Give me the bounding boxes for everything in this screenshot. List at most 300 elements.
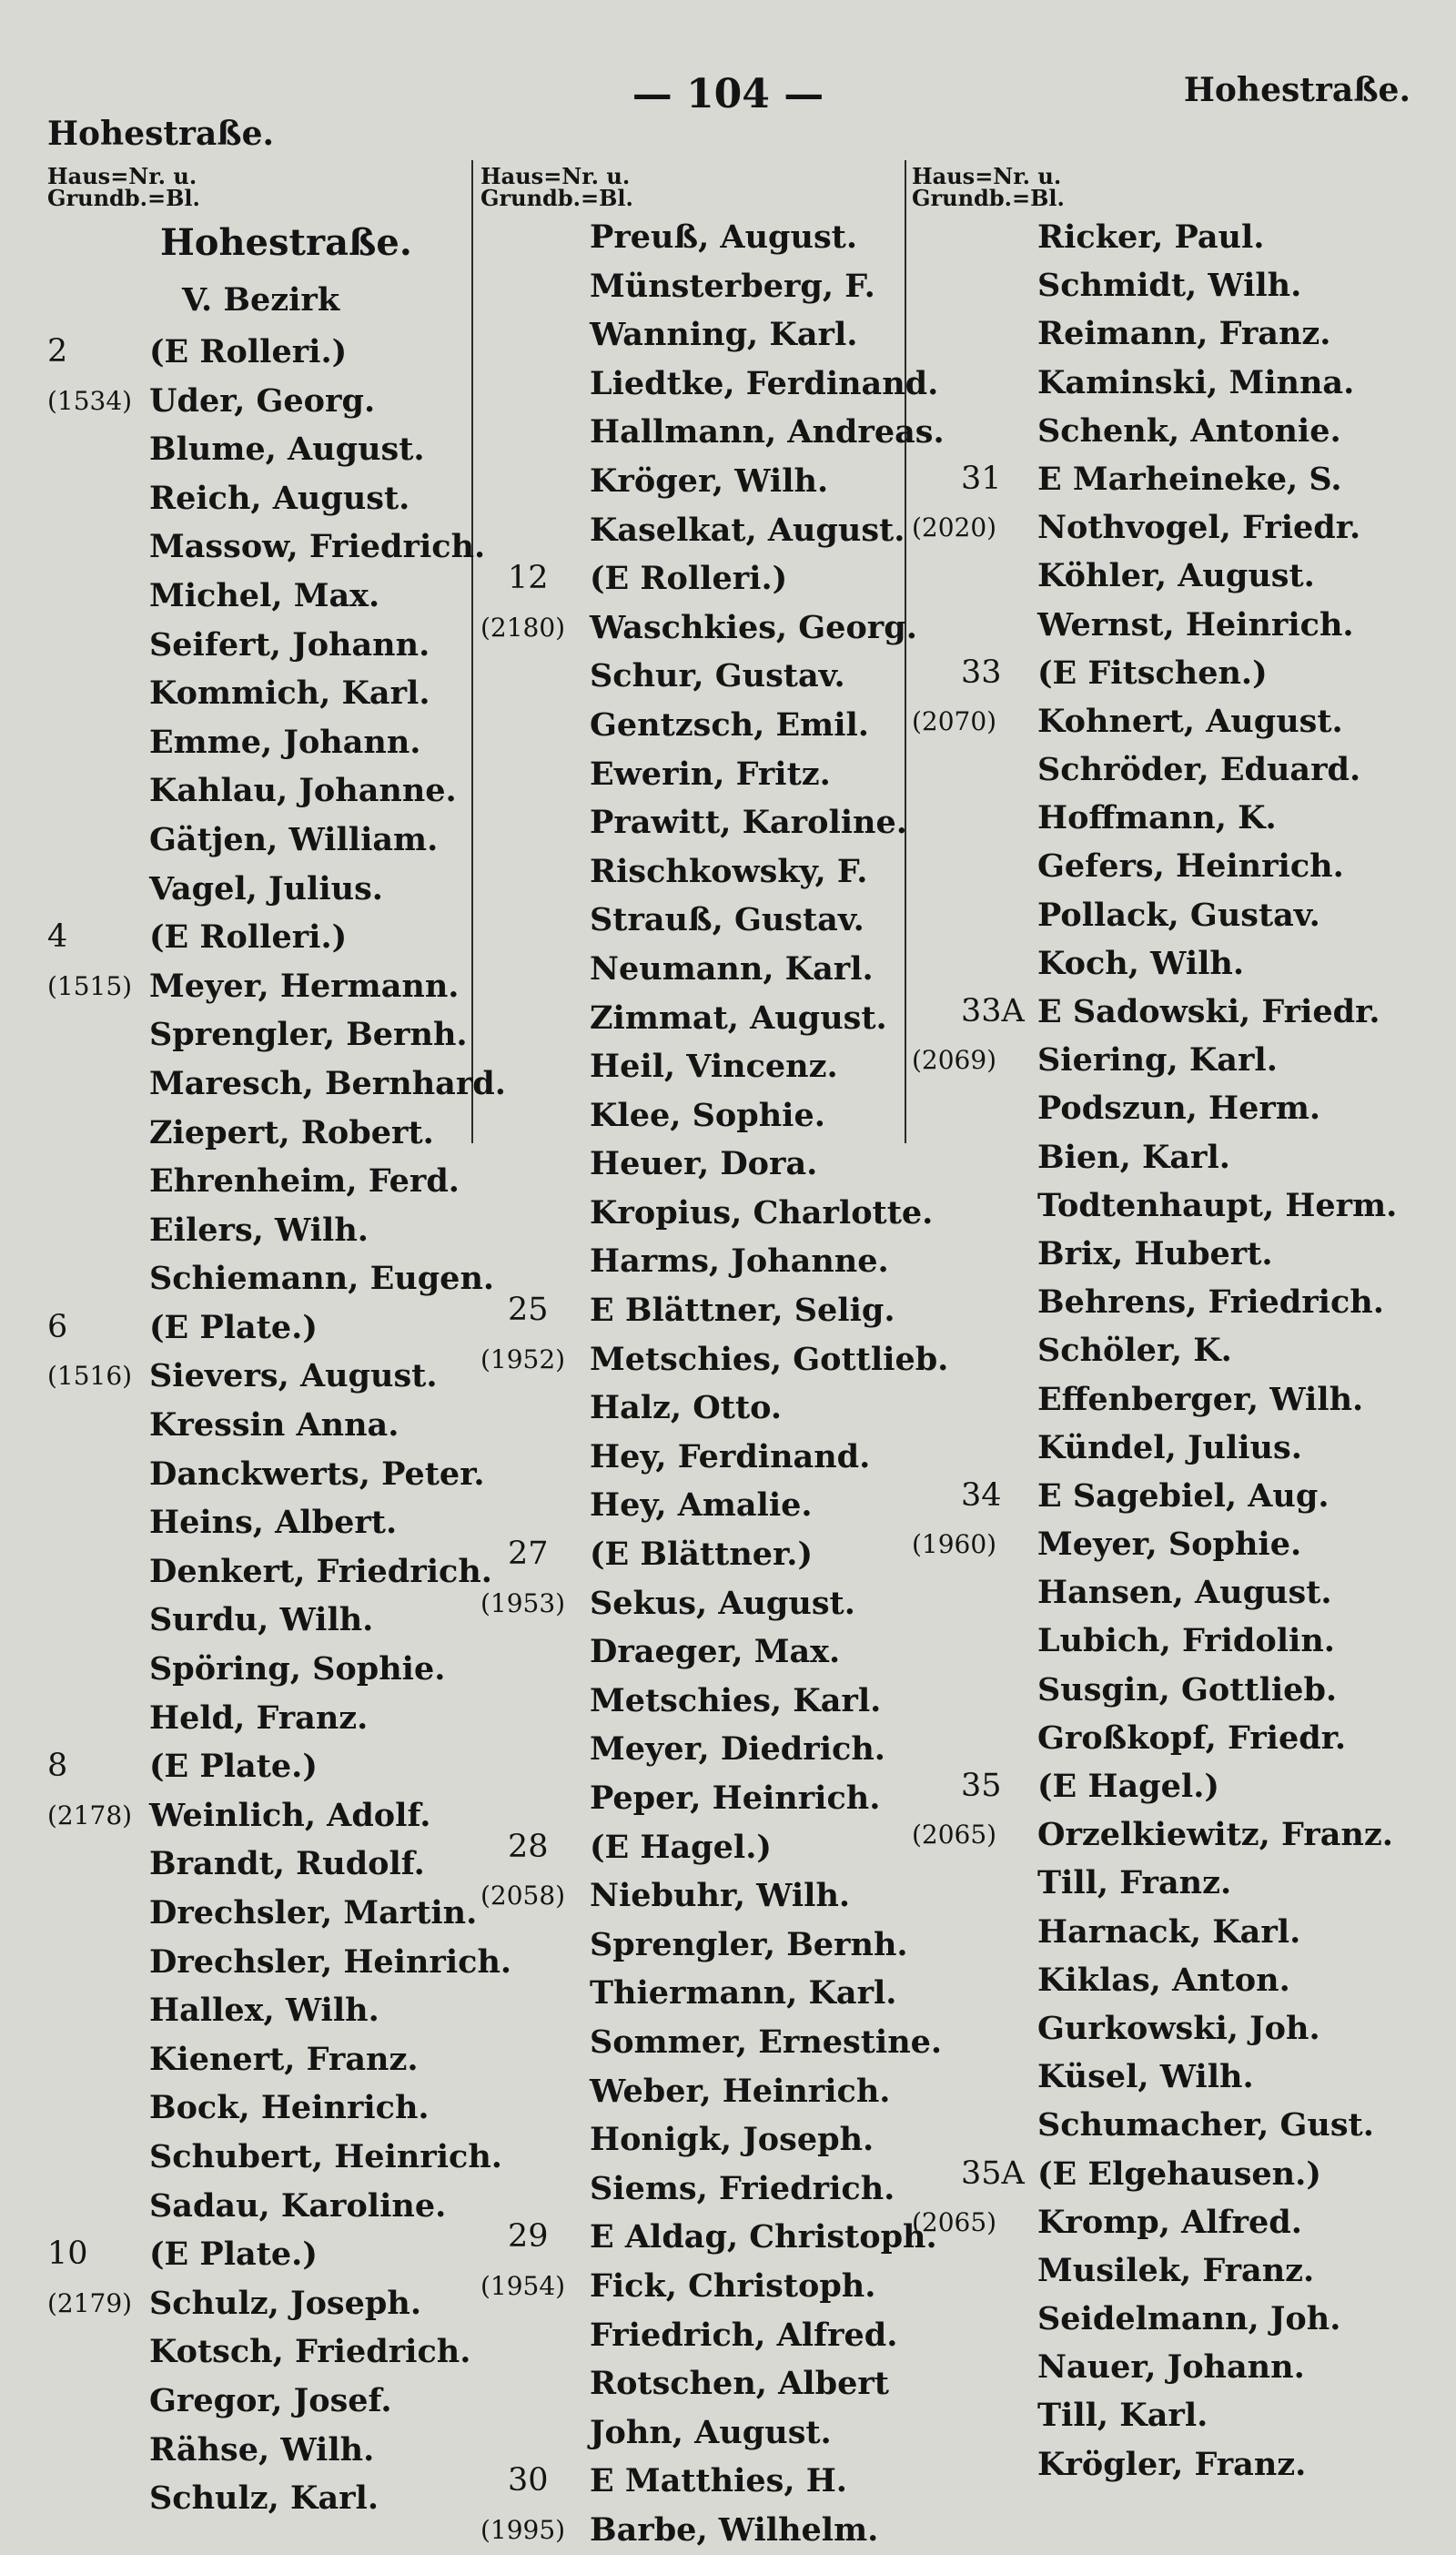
resident-name: Meyer, Sophie. <box>1037 1526 1302 1564</box>
directory-entry <box>912 309 1385 358</box>
resident-name: Schmidt, Wilh. <box>1037 267 1302 305</box>
directory-entry <box>912 1472 1385 1520</box>
resident-name: Sprengler, Bernh. <box>590 1925 908 1963</box>
resident-name: Harnack, Karl. <box>1037 1912 1301 1951</box>
resident-name: Friedrich, Alfred. <box>590 2316 898 2354</box>
resident-name: Schubert, Heinrich. <box>149 2137 502 2175</box>
column-heading-line: Grundb.=Bl. <box>480 185 633 211</box>
entry-list <box>912 213 1398 2489</box>
directory-entry <box>480 1481 915 1530</box>
resident-name: (E Plate.) <box>149 1748 318 1786</box>
resident-name: Kündel, Julius. <box>1037 1428 1302 1466</box>
resident-name: Hey, Amalie. <box>590 1486 813 1525</box>
land-register-number: (2065) <box>912 1820 997 1850</box>
resident-name: Preuß, August. <box>590 218 858 256</box>
resident-name: Hoffmann, K. <box>1037 799 1277 837</box>
resident-name: Krögler, Franz. <box>1037 2445 1307 2483</box>
land-register-number: (2179) <box>47 2287 133 2318</box>
land-register-number: (2069) <box>912 1045 997 1076</box>
district: V. Bezirk <box>182 281 340 319</box>
land-register-number: (2058) <box>480 1881 566 1911</box>
resident-name: Held, Franz. <box>149 1698 369 1737</box>
directory-entry <box>480 994 915 1043</box>
resident-name: E Blättner, Selig. <box>590 1292 895 1330</box>
directory-entry <box>47 1060 506 1109</box>
resident-name: Heuer, Dora. <box>590 1145 818 1183</box>
directory-entry <box>480 310 915 360</box>
resident-name: Schröder, Eduard. <box>1037 751 1361 789</box>
directory-entry <box>480 2506 915 2555</box>
house-number: 10 <box>47 2236 88 2273</box>
house-number: 8 <box>47 1748 68 1785</box>
resident-name: Effenberger, Wilh. <box>1037 1380 1364 1418</box>
house-number: 28 <box>508 1828 549 1865</box>
directory-entry <box>912 2101 1385 2149</box>
directory-entry <box>912 1908 1385 1956</box>
resident-name: Rähse, Wilh. <box>149 2430 375 2469</box>
resident-name: Surdu, Wilh. <box>149 1601 374 1639</box>
directory-entry <box>480 1823 915 1872</box>
directory-entry <box>480 1189 934 1238</box>
directory-entry <box>480 1530 915 1579</box>
directory-entry <box>912 213 1385 261</box>
resident-name: Gätjen, William. <box>149 820 439 858</box>
resident-name: Seifert, Johann. <box>149 625 430 664</box>
directory-entry <box>47 1742 459 1791</box>
resident-name: E Marheineke, S. <box>1037 460 1342 498</box>
resident-name: Sadau, Karoline. <box>149 2186 447 2225</box>
resident-name: Metschies, Karl. <box>590 1681 882 1719</box>
resident-name: Großkopf, Friedr. <box>1037 1719 1347 1757</box>
directory-entry <box>912 745 1385 794</box>
resident-name: Barbe, Wilhelm. <box>590 2510 879 2549</box>
directory-entry <box>480 1042 915 1091</box>
directory-entry <box>480 2311 915 2360</box>
resident-name: Gregor, Josef. <box>149 2381 392 2419</box>
directory-entry <box>47 377 459 426</box>
house-number: 34 <box>961 1476 1002 1514</box>
directory-entry <box>47 1840 459 1889</box>
resident-name: Hallex, Wilh. <box>149 1992 379 2030</box>
directory-entry <box>47 1791 459 1840</box>
resident-name: Strauß, Gustav. <box>590 901 864 939</box>
directory-entry <box>47 1109 459 1158</box>
directory-entry <box>912 407 1385 455</box>
directory-entry <box>47 1206 459 1255</box>
land-register-number: (2020) <box>912 512 997 543</box>
entry-list <box>480 213 949 2555</box>
directory-entry <box>47 572 459 621</box>
directory-entry <box>912 261 1385 309</box>
directory-entry <box>480 1677 915 1726</box>
resident-name: Maresch, Bernhard. <box>149 1064 506 1102</box>
directory-entry <box>912 842 1385 890</box>
directory-entry <box>47 766 459 816</box>
directory-entry <box>480 1091 915 1141</box>
directory-entry <box>47 522 486 572</box>
directory-entry <box>480 798 915 847</box>
column-heading-line: Haus=Nr. u. <box>47 163 197 189</box>
directory-entry <box>912 1230 1385 1278</box>
resident-name: Reimann, Franz. <box>1037 315 1331 353</box>
directory-entry <box>480 2457 915 2506</box>
land-register-number: (2178) <box>47 1800 133 1830</box>
directory-entry <box>480 2408 915 2458</box>
directory-entry <box>480 554 915 603</box>
resident-name: Kaselkat, August. <box>590 511 905 549</box>
resident-name: Sekus, August. <box>590 1584 855 1622</box>
running-head-right: Hohestraße. <box>1183 71 1410 109</box>
resident-name: Gurkowski, Joh. <box>1037 2009 1320 2047</box>
directory-entry <box>47 2035 459 2084</box>
directory-entry <box>912 2053 1385 2101</box>
directory-entry <box>480 945 915 994</box>
land-register-number: (1534) <box>47 385 133 416</box>
directory-entry <box>480 1627 915 1677</box>
directory-entry <box>480 1579 915 1628</box>
resident-name: Gefers, Heinrich. <box>1037 847 1344 886</box>
resident-name: (E Rolleri.) <box>590 560 788 598</box>
directory-entry <box>47 1986 459 2035</box>
house-number: 25 <box>508 1292 549 1329</box>
resident-name: Schumacher, Gust. <box>1037 2106 1374 2144</box>
house-number: 30 <box>508 2462 549 2499</box>
column-heading-line: Grundb.=Bl. <box>912 185 1065 211</box>
resident-name: Kaminski, Minna. <box>1037 363 1355 401</box>
house-number: 35 <box>961 1768 1002 1804</box>
directory-entry <box>47 1645 459 1694</box>
resident-name: (E Elgehausen.) <box>1037 2155 1321 2193</box>
resident-name: Prawitt, Karoline. <box>590 804 907 842</box>
directory-entry <box>912 988 1385 1036</box>
resident-name: E Aldag, Christoph. <box>590 2218 937 2256</box>
house-number: 2 <box>47 333 68 370</box>
directory-entry <box>480 1384 915 1433</box>
directory-entry <box>47 2377 459 2426</box>
column-heading <box>47 163 459 213</box>
directory-entry <box>912 2198 1385 2246</box>
house-number: 35A <box>961 2155 1025 2192</box>
street-name: Hohestraße. <box>160 221 412 264</box>
directory-entry <box>47 2182 459 2231</box>
directory-entry <box>912 1278 1385 1326</box>
directory-entry <box>47 1450 485 1499</box>
house-number: 31 <box>961 460 1002 497</box>
directory-entry <box>47 2426 459 2475</box>
house-number: 6 <box>47 1308 68 1345</box>
directory-entry <box>47 1010 468 1060</box>
directory-entry <box>47 1498 459 1547</box>
directory-entry <box>912 2343 1385 2391</box>
resident-name: Thiermann, Karl. <box>590 1974 897 2013</box>
resident-name: Schiemann, Eugen. <box>149 1260 495 1298</box>
directory-entry <box>47 474 459 523</box>
resident-name: Till, Karl. <box>1037 2397 1208 2435</box>
directory-entry <box>912 1084 1385 1132</box>
resident-name: (E Fitschen.) <box>1037 654 1268 692</box>
directory-entry <box>912 1181 1398 1230</box>
directory-entry <box>912 1133 1385 1181</box>
resident-name: Weber, Heinrich. <box>590 2072 891 2110</box>
resident-name: Hey, Ferdinand. <box>590 1437 871 1475</box>
directory-entry <box>47 1547 492 1597</box>
column-heading-line: Haus=Nr. u. <box>912 163 1062 189</box>
resident-name: Wernst, Heinrich. <box>1037 605 1354 644</box>
resident-name: Ricker, Paul. <box>1037 218 1265 256</box>
resident-name: Rotschen, Albert <box>590 2365 889 2403</box>
resident-name: Seidelmann, Joh. <box>1037 2300 1341 2338</box>
directory-entry <box>47 913 459 962</box>
resident-name: Hallmann, Andreas. <box>590 413 945 451</box>
directory-entry <box>912 794 1385 842</box>
resident-name: Kohnert, August. <box>1037 702 1343 740</box>
directory-entry <box>47 2327 471 2377</box>
resident-name: Denkert, Friedrich. <box>149 1552 492 1590</box>
directory-entry <box>480 652 915 701</box>
resident-name: Blume, August. <box>149 431 425 469</box>
directory-entry <box>912 1568 1385 1617</box>
resident-name: (E Hagel.) <box>590 1828 772 1866</box>
resident-name: Brix, Hubert. <box>1037 1234 1273 1272</box>
directory-entry <box>480 847 915 897</box>
resident-name: Bock, Heinrich. <box>149 2089 430 2127</box>
house-number: 33 <box>961 654 1002 691</box>
resident-name: Sievers, August. <box>149 1357 438 1395</box>
directory-entry <box>47 1401 459 1450</box>
resident-name: Heil, Vincenz. <box>590 1048 838 1086</box>
directory-entry <box>480 2018 943 2067</box>
resident-name: (E Rolleri.) <box>149 333 348 370</box>
directory-entry <box>47 962 459 1011</box>
resident-name: Kiklas, Anton. <box>1037 1961 1290 1999</box>
resident-name: Eilers, Wilh. <box>149 1211 369 1249</box>
directory-entry <box>912 1859 1385 1907</box>
directory-entry <box>480 1921 915 1970</box>
resident-name: (E Plate.) <box>149 2236 318 2274</box>
resident-name: Nauer, Johann. <box>1037 2348 1305 2387</box>
resident-name: Klee, Sophie. <box>590 1096 825 1134</box>
resident-name: Kotsch, Friedrich. <box>149 2333 471 2371</box>
resident-name: Danckwerts, Peter. <box>149 1455 485 1493</box>
column-1 <box>47 163 512 2523</box>
directory-entry <box>480 1774 915 1823</box>
directory-entry <box>480 750 915 799</box>
resident-name: Spöring, Sophie. <box>149 1650 446 1688</box>
resident-name: Köhler, August. <box>1037 557 1315 595</box>
resident-name: Kienert, Franz. <box>149 2040 419 2078</box>
house-number: 33A <box>961 993 1025 1029</box>
directory-entry <box>47 425 459 474</box>
directory-entry <box>912 2391 1385 2439</box>
land-register-number: (1954) <box>480 2270 566 2301</box>
directory-entry <box>480 1433 915 1482</box>
directory-entry <box>47 2230 459 2279</box>
land-register-number: (1952) <box>480 1343 566 1374</box>
resident-name: Michel, Max. <box>149 576 380 614</box>
directory-entry <box>480 408 945 457</box>
resident-name: Bien, Karl. <box>1037 1138 1230 1176</box>
directory-entry <box>912 2295 1385 2343</box>
land-register-number: (1515) <box>47 970 133 1001</box>
resident-name: Susgin, Gottlieb. <box>1037 1670 1338 1708</box>
land-register-number: (2180) <box>480 612 566 643</box>
directory-entry <box>912 552 1385 600</box>
directory-entry <box>912 359 1385 407</box>
resident-name: Emme, Johann. <box>149 723 421 761</box>
resident-name: Musilek, Franz. <box>1037 2251 1315 2289</box>
resident-name: Drechsler, Martin. <box>149 1894 478 1931</box>
directory-entry <box>912 503 1385 552</box>
resident-name: Sprengler, Bernh. <box>149 1016 468 1054</box>
directory-entry <box>480 2359 915 2408</box>
directory-entry <box>480 1335 949 1384</box>
directory-entry <box>912 649 1385 697</box>
directory-entry <box>912 1956 1385 2004</box>
resident-name: Massow, Friedrich. <box>149 528 486 566</box>
column-2 <box>480 163 949 2555</box>
resident-name: Schur, Gustav. <box>590 657 845 695</box>
resident-name: Todtenhaupt, Herm. <box>1037 1186 1398 1224</box>
directory-entry <box>480 457 915 506</box>
directory-entry <box>912 1762 1385 1810</box>
directory-entry <box>480 360 939 409</box>
resident-name: Reich, August. <box>149 479 410 517</box>
resident-name: Siems, Friedrich. <box>590 2169 895 2207</box>
resident-name: Kromp, Alfred. <box>1037 2203 1302 2241</box>
resident-name: Halz, Otto. <box>590 1389 783 1427</box>
resident-name: Heins, Albert. <box>149 1504 398 1542</box>
directory-entry <box>47 1889 478 1938</box>
resident-name: Rischkowsky, F. <box>590 852 868 890</box>
resident-name: Waschkies, Georg. <box>590 608 917 646</box>
directory-entry <box>912 1326 1385 1374</box>
resident-name: Neumann, Karl. <box>590 949 874 988</box>
resident-name: Meyer, Diedrich. <box>590 1730 885 1769</box>
column-3 <box>912 163 1398 2489</box>
column-heading <box>912 163 1385 213</box>
directory-entry <box>912 1714 1385 1762</box>
directory-entry <box>480 2165 915 2214</box>
directory-entry <box>47 1157 459 1206</box>
resident-name: Kressin Anna. <box>149 1406 399 1445</box>
resident-name: Harms, Johanne. <box>590 1242 889 1281</box>
directory-entry <box>47 1303 459 1353</box>
resident-name: Hansen, August. <box>1037 1574 1332 1612</box>
directory-entry <box>480 1725 915 1774</box>
resident-name: Siering, Karl. <box>1037 1041 1278 1080</box>
resident-name: Kommich, Karl. <box>149 674 430 713</box>
directory-entry <box>47 328 459 377</box>
column-heading-line: Grundb.=Bl. <box>47 185 200 211</box>
directory-entry <box>47 718 459 767</box>
directory-entry <box>47 816 459 865</box>
resident-name: Schulz, Joseph. <box>149 2284 422 2322</box>
resident-name: Wanning, Karl. <box>590 316 858 354</box>
directory-entry <box>480 896 915 945</box>
resident-name: Weinlich, Adolf. <box>149 1796 431 1834</box>
directory-entry <box>912 1810 1393 1859</box>
resident-name: Ziepert, Robert. <box>149 1113 434 1151</box>
resident-name: Küsel, Wilh. <box>1037 2058 1254 2096</box>
directory-entry <box>912 1666 1385 1714</box>
column-heading-line: Haus=Nr. u. <box>480 163 631 189</box>
house-number: 4 <box>47 918 68 956</box>
directory-entry <box>480 2262 915 2311</box>
directory-entry <box>480 2115 915 2165</box>
house-number: 29 <box>508 2218 549 2256</box>
directory-entry <box>912 1520 1385 1568</box>
resident-name: E Matthies, H. <box>590 2462 847 2500</box>
resident-name: Münsterberg, F. <box>590 267 875 305</box>
house-number: 12 <box>508 560 549 597</box>
resident-name: E Sadowski, Friedr. <box>1037 993 1380 1030</box>
directory-entry <box>912 891 1385 939</box>
resident-name: John, August. <box>590 2413 832 2451</box>
land-register-number: (1995) <box>480 2514 566 2545</box>
directory-entry <box>47 1694 459 1743</box>
directory-entry <box>47 1254 495 1303</box>
directory-entry <box>47 669 459 718</box>
column-divider <box>471 160 473 1143</box>
land-register-number: (1516) <box>47 1361 133 1392</box>
resident-name: Uder, Georg. <box>149 381 376 420</box>
resident-name: (E Plate.) <box>149 1308 318 1346</box>
entry-list <box>47 328 512 2523</box>
directory-entry <box>480 2067 915 2116</box>
directory-entry <box>47 2084 459 2133</box>
directory-entry <box>912 1375 1385 1424</box>
resident-name: Ewerin, Fritz. <box>590 755 831 793</box>
resident-name: Schulz, Karl. <box>149 2479 379 2518</box>
resident-name: Fick, Christoph. <box>590 2266 876 2305</box>
directory-entry <box>47 621 459 670</box>
land-register-number: (1960) <box>912 1529 997 1560</box>
land-register-number: (1953) <box>480 1587 566 1618</box>
directory-entry <box>480 701 915 750</box>
resident-name: Orzelkiewitz, Franz. <box>1037 1816 1393 1854</box>
directory-entry <box>480 1286 915 1335</box>
directory-entry <box>480 262 915 311</box>
directory-entry <box>47 1352 459 1401</box>
directory-entry <box>47 2133 502 2182</box>
directory-entry <box>912 1617 1385 1665</box>
directory-entry <box>480 603 915 653</box>
resident-name: Schenk, Antonie. <box>1037 411 1341 450</box>
resident-name: Till, Franz. <box>1037 1864 1232 1902</box>
resident-name: Schöler, K. <box>1037 1332 1232 1370</box>
page-number: — 104 — <box>632 71 824 117</box>
resident-name: Gentzsch, Emil. <box>590 705 869 744</box>
resident-name: Metschies, Gottlieb. <box>590 1340 949 1378</box>
land-register-number: (2070) <box>912 705 997 736</box>
directory-entry <box>480 1969 915 2018</box>
directory-entry <box>912 2440 1385 2489</box>
resident-name: E Sagebiel, Aug. <box>1037 1476 1330 1515</box>
directory-entry <box>480 1871 915 1921</box>
directory-entry <box>912 1424 1385 1472</box>
directory-entry <box>912 939 1385 988</box>
resident-name: Drechsler, Heinrich. <box>149 1942 512 1981</box>
column-heading <box>480 163 915 213</box>
directory-entry <box>47 865 459 914</box>
resident-name: Behrens, Friedrich. <box>1037 1283 1384 1322</box>
directory-entry <box>480 1237 915 1286</box>
resident-name: Podszun, Herm. <box>1037 1090 1321 1128</box>
directory-entry <box>912 2246 1385 2295</box>
resident-name: Kahlau, Johanne. <box>149 772 457 810</box>
resident-name: Brandt, Rudolf. <box>149 1845 425 1883</box>
directory-entry <box>912 2004 1385 2053</box>
